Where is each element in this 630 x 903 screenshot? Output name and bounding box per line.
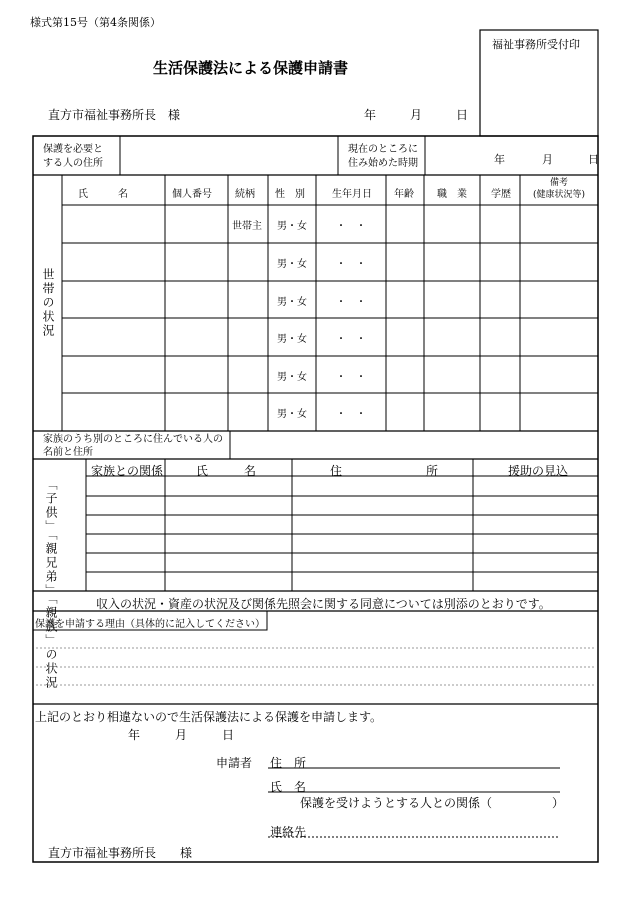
household-birthdate-cell[interactable]: ・ ・: [336, 409, 366, 420]
household-sex-cell[interactable]: 男・女: [277, 372, 307, 383]
consent-statement: 収入の状況・資産の状況及び関係先照会に関する同意については別添のとおりです。: [96, 597, 551, 611]
contact-label: 連絡先: [270, 825, 307, 839]
household-birthdate-cell[interactable]: ・ ・: [336, 259, 366, 270]
page-title: 生活保護法による保護申請書: [153, 59, 349, 77]
household-birthdate-cell[interactable]: ・ ・: [336, 297, 366, 308]
household-birthdate-cell[interactable]: ・ ・: [336, 372, 366, 383]
date-month-label: 月: [410, 108, 423, 122]
applicant-address-label-bottom: 住 所: [270, 756, 307, 770]
date-day-label: 日: [456, 108, 469, 122]
col-header-sex: 性 別: [275, 189, 305, 200]
reason-label: 保護を申請する理由（具体的に記入してください）: [35, 619, 265, 630]
rel-col-header-address: 住 所: [330, 464, 439, 478]
apply-year-label: 年: [128, 728, 141, 742]
apply-day-label: 日: [222, 728, 235, 742]
household-sex-cell[interactable]: 男・女: [277, 297, 307, 308]
addressee-bottom: 直方市福祉事務所長 様: [48, 846, 193, 860]
col-header-id-number: 個人番号: [172, 189, 212, 200]
household-sex-cell[interactable]: 男・女: [277, 409, 307, 420]
household-sex-cell[interactable]: 男・女: [277, 334, 307, 345]
col-header-name: 氏 名: [78, 189, 128, 200]
declaration-statement: 上記のとおり相違ないので生活保護法による保護を申請します。: [35, 710, 383, 724]
relationship-label: 保護を受けようとする人との関係（ ）: [300, 796, 565, 810]
relatives-section-label: 「子供」「親兄弟」「親族」の状況: [44, 478, 58, 690]
household-birthdate-cell[interactable]: ・ ・: [336, 221, 366, 232]
rel-col-header-relation: 家族との関係: [91, 464, 164, 478]
since-day-label: 日: [588, 153, 599, 166]
col-header-birthdate: 生年月日: [332, 189, 372, 200]
date-year-label: 年: [364, 108, 377, 122]
household-birthdate-cell[interactable]: ・ ・: [336, 334, 366, 345]
household-sex-cell[interactable]: 男・女: [277, 259, 307, 270]
household-relation-cell[interactable]: 世帯主: [232, 221, 262, 232]
since-month-label: 月: [542, 153, 553, 166]
household-section-label: 世帯の状況: [41, 268, 55, 338]
since-year-label: 年: [494, 153, 505, 166]
household-sex-cell[interactable]: 男・女: [277, 221, 307, 232]
apply-month-label: 月: [175, 728, 188, 742]
applicant-address-label: 保護を必要と する人の住所: [43, 144, 103, 169]
form-number: 様式第15号（第4条関係）: [30, 16, 161, 29]
applicant-name-label: 氏 名: [270, 780, 307, 794]
col-header-age: 年齢: [394, 189, 414, 200]
col-header-relation: 続柄: [235, 189, 255, 200]
residence-since-label: 現在のところに 住み始めた時期: [348, 144, 418, 169]
col-header-notes: 備考 (健康状況等): [532, 178, 586, 200]
rel-col-header-support: 援助の見込: [508, 464, 569, 478]
stamp-label: 福祉事務所受付印: [492, 38, 580, 51]
col-header-occupation: 職 業: [437, 189, 467, 200]
separated-family-label: 家族のうち別のところに住んでいる人の 名前と住所: [43, 434, 223, 458]
addressee-top: 直方市福祉事務所長 様: [48, 108, 181, 122]
col-header-education: 学歴: [491, 189, 511, 200]
rel-col-header-name: 氏 名: [196, 464, 257, 478]
applicant-label: 申請者: [216, 756, 253, 770]
